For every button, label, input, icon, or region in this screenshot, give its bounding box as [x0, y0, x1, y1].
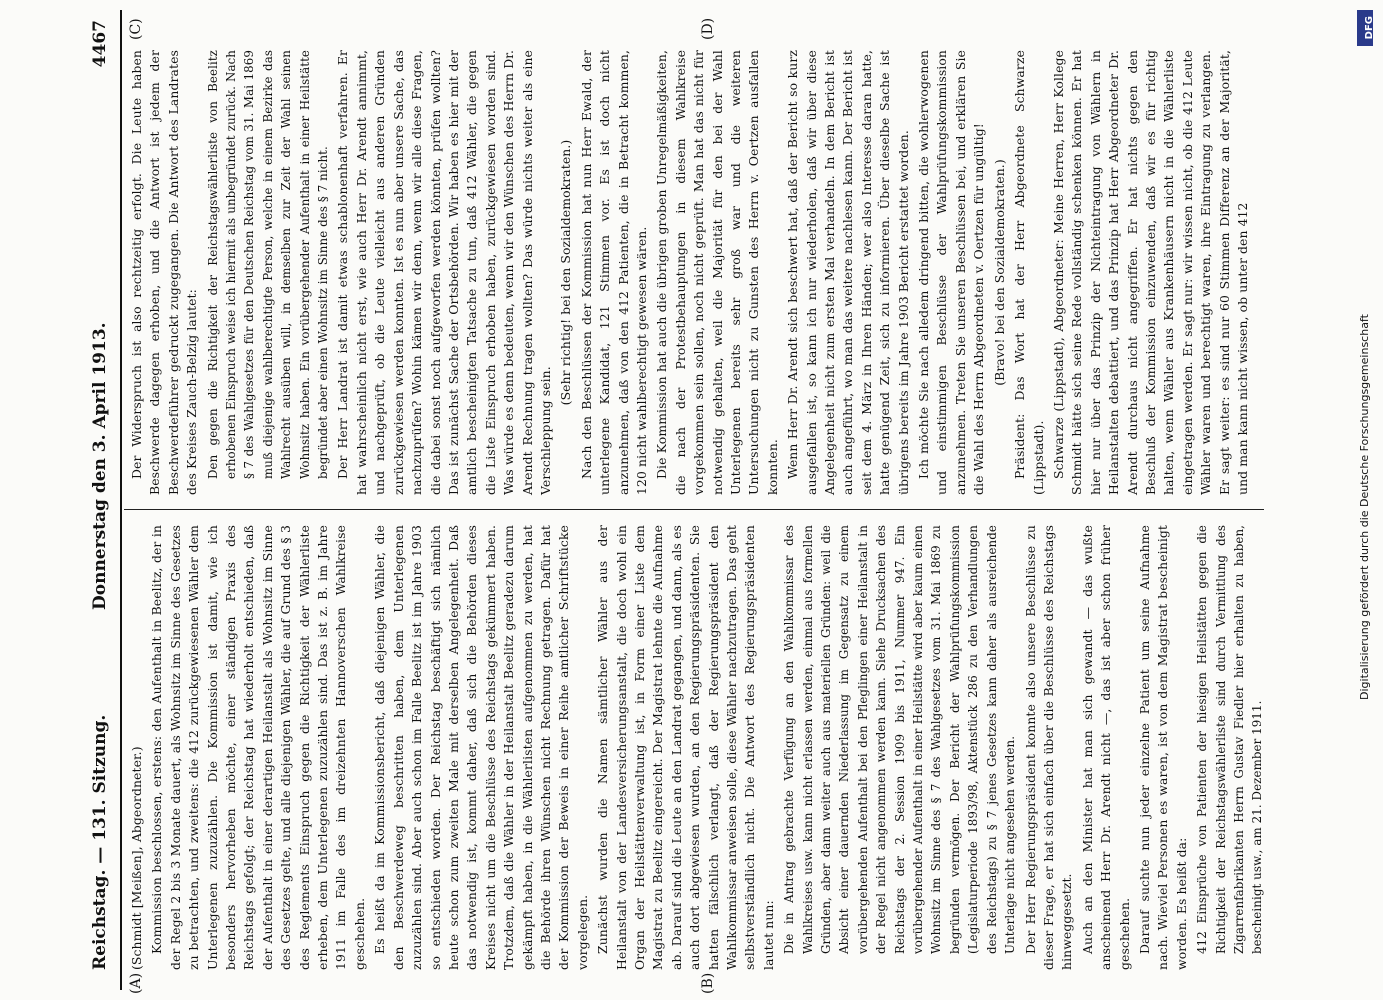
paragraph: Schwarze (Lippstadt), Abgeordneter: Meine Herren, Herr Kollege Schmidt hätte sich seine Rede vollständig schenken können. Er hat hier nur über das Prinzip der Nichteintragung von Wählern in Heilanstalten debattiert, und das Prinzip hat Herr Abgeordneter Dr. Arendt durchaus nicht angegriffen. Er hat nichts gegen den Beschluß der Kommission einzuwenden, daß wir es für richtig halten, wenn Wähler aus Krankenhäusern nicht in die Wählerliste eingetragen werden. Er sagt nur: wir wissen nicht, ob die 412 Leute Wähler waren und berechtigt waren, ihre Eintragung zu verlangen. Er sagt weiter: es sind nur 60 Stimmen Differenz an der Majorität, und man kann nicht wissen, ob unter den 412: [1050, 50, 1250, 495]
digitization-credit: Digitalisierung gefördert durch die Deutsche Forschungsgemeinschaft: [1358, 314, 1371, 700]
margin-marker-a: (A): [128, 972, 144, 994]
dfg-logo: [1357, 10, 1373, 46]
interjection: (Sehr richtig! bei den Sozialdemokraten.): [558, 139, 574, 406]
paragraph: Der Widerspruch ist also rechtzeitig erfolgt. Die Leute haben Beschwerde dagegen erhoben, und die Antwort ist jedem der Beschwerdeführer gedruckt zugegangen. Die Antwort des Landrates des Kreises Zauch-Belzig lautet:: [129, 50, 200, 495]
margin-marker-c: (C): [128, 18, 144, 40]
rotated-newspaper-page: [80, 0, 1380, 1000]
header-date: Donnerstag den 3. April 1913.: [90, 322, 110, 610]
paragraph: Auch an den Minister hat man sich gewandt — das wußte anscheinend Herr Dr. Arendt nicht —, das ist aber schon früher geschehen.: [1079, 525, 1132, 970]
header-rule: [120, 10, 122, 990]
paragraph: Darauf suchte nun jeder einzelne Patient um seine Aufnahme nach. Wieviel Personen es waren, ist von dem Magistrat bescheinigt worden. Es heißt da:: [1136, 525, 1189, 970]
quoted-paragraph: Die in Antrag gebrachte Verfügung an den Wahlkommissar des Wahlkreises usw. kann nicht erlassen werden, einmal aus formellen Gründen, aber dann weiter auch aus materiellen Gründen: weil die Absicht einer dauernden Niederlassung im Gegensatz zu einem vorübergehenden Aufenthalt bei den Pfleglingen einer Heilanstalt in der Regel nicht angenommen werden kann. Siehe Drucksachen des Reichstags der 2. Session 1909 bis 1911, Nummer 947. Ein vorübergehender Aufenthalt in einer Heilstätte wird aber kaum einen Wohnsitz im Sinne des § 7 des Wahlgesetzes vom 31. Mai 1869 zu begründen vermögen. Der Bericht der Wahlprüfungskommission (Legislaturperiode 1893/98, Aktenstück 286 zu den Verhandlungen des Reichstags) zu § 7 jenes Gesetzes kann daher als ausreichende Unterlage nicht angesehen werden.: [782, 525, 1018, 954]
margin-marker-d: (D): [700, 17, 716, 40]
page-number: 4467: [90, 20, 110, 68]
paragraph: Wenn Herr Dr. Arendt sich beschwert hat, daß der Bericht so kurz ausgefallen ist, so kann ich nur wiederholen, daß wir über diese Angelegenheit nicht zum ersten Mal verhandeln. In dem Bericht ist auch angeführt, wo man das weitere nachlesen kann. Der Bericht ist seit dem 4. März in Ihren Händen; wer also Interesse daran hatte, hatte genügend Zeit, sich zu informieren. Über dieselbe Sache ist übrigens bereits im Jahre 1903 Bericht erstattet worden.: [785, 50, 911, 495]
quoted-paragraph: Den gegen die Richtigkeit der Reichstagswählerliste von Beelitz erhobenen Einspruch weise ich hiermit als unbegründet zurück. Nach § 7 des Wahlgesetzes für den Deutschen Reichstag vom 31. Mai 1869 muß diejenige wahlberechtigte Person, welche in einem Bezirke das Wahlrecht ausüben will, in demselben zur Zeit der Wahl seinen Wohnsitz haben. Ein vorübergehender Aufenthalt in einer Heilstätte begründet aber einen Wohnsitz im Sinne des § 7 nicht.: [205, 50, 331, 479]
dfg-logo-text: DFG: [1364, 16, 1375, 40]
paragraph: Nach den Beschlüssen der Kommission hat nun Herr Ewald, der unterlegene Kandidat, 121 Stimmen vor. Es ist doch nicht anzunehmen, daß von den 412 Patienten, die in Betracht kommen, 120 nicht wahlberechtigt gewesen wären.: [578, 50, 649, 495]
paragraph: Der Herr Landrat ist damit etwas schablonenhaft verfahren. Er hat wahrscheinlich nicht erst, wie auch Herr Dr. Arendt annimmt, und nachgeprüft, ob die Leute vielleicht aus anderen Gründen zurückgewiesen werden konnten. Ist es nun aber unsere Sache, das nachzuprüfen? Wohin kämen wir denn, wenn wir alle diese Fragen, die dabei sonst noch aufgeworfen werden könnten, prüfen wollten? Das ist zunächst Sache der Ortsbehörden. Wir haben es hier mit der amtlich bescheinigten Tatsache zu tun, daß 412 Wähler, die gegen die Liste Einspruch erhoben haben, zurückgewiesen worden sind. Was würde es denn bedeuten, wenn wir den Wünschen des Herrn Dr. Arendt Rechnung tragen wollten? Das würde nichts weiter als eine Verschleppung sein.: [335, 50, 553, 495]
page-header: [84, 20, 124, 970]
paragraph: Die Kommission hat auch die übrigen groben Unregelmäßigkeiten, die nach der Protestbehauptungen in diesem Wahlkreise vorgekommen sein sollen, noch nicht geprüft. Man hat das nicht für notwendig gehalten, weil die Majorität für den bei der Wahl Unterlegenen bereits sehr groß war und die weiteren Untersuchungen nicht zu Gunsten des Herrn v. Oertzen ausfallen konnten.: [654, 50, 780, 495]
quoted-paragraph: 412 Einsprüche von Patienten der hiesigen Heilstätten gegen die Richtigkeit der Reichstagswählerliste sind durch Vermittlung des Zigarrenfabrikanten Herrn Gustav Fiedler hier erhalten zu haben, bescheinigt usw., am 21. Dezember 1911.: [1195, 525, 1265, 954]
paragraph: Der Herr Regierungspräsident konnte also unsere Beschlüsse zu dieser Frage, er hat sich einfach über die Beschlüsse des Reichstags hinweggesetzt.: [1022, 525, 1075, 970]
header-session-title: Reichstag. — 131. Sitzung.: [90, 714, 110, 970]
dfg-sidebar: [1349, 6, 1379, 996]
paragraph: Ich möchte Sie nach alledem dringend bitten, die wohlerwogenen und einstimmigen Beschlüsse der Wahlprüfungskommission anzunehmen. Treten Sie unseren Beschlüssen bei, und erklären Sie die Wahl des Herrn Abgeordneten v. Oertzen für ungültig!: [916, 50, 987, 495]
left-column: [128, 525, 1265, 970]
interjection: (Bravo! bei den Sozialdemokraten.): [991, 159, 1007, 386]
paragraph: Kommission beschlossen, erstens: den Aufenthalt in Beelitz, der in der Regel 2 bis 3 Monate dauert, als Wohnsitz im Sinne des Gesetzes zu betrachten, und zweitens: die 412 zurückgewiesenen Wähler dem Unterlegenen zuzuzählen. Die Kommission ist damit, wie ich besonders hervorheben möchte, einer ständigen Praxis des Reichstags gefolgt; der Reichstag hat wiederholt entschieden, daß der Aufenthalt in einer derartigen Heilanstalt als Wohnsitz im Sinne des Gesetzes gelte, und alle diejenigen Wähler, die auf Grund des § 3 des Reglements Einspruch gegen die Richtigkeit der Wählerliste erheben, dem Unterlegenen zuzuzählen sind. Das ist z. B. im Jahre 1911 im Falle des im dreizehnten Hannoverschen Wahlkreise geschehen.: [149, 525, 367, 970]
paragraph: Zunächst wurden die Namen sämtlicher Wähler aus der Heilanstalt von der Landesversicherungsanstalt, die doch wohl ein Organ der Heilstättenverwaltung ist, in Form einer Liste dem Magistrat zu Beelitz eingereicht. Der Magistrat lehnte die Aufnahme ab. Darauf sind die Leute an den Landrat gegangen, und dann, als es auch dort abgewiesen wurden, an den Regierungspräsidenten. Sie hatten fälschlich verlangt, daß der Regierungspräsident den Wahlkommissar anweisen solle, diese Wähler nachzutragen. Das geht selbstverständlich nicht. Die Antwort des Regierungspräsidenten lautet nun:: [595, 525, 776, 970]
paragraph: Es heißt da im Kommissionsbericht, daß diejenigen Wähler, die den Beschwerdeweg beschritten haben, dem Unterlegenen zuzuzählen sind. Aber auch schon im Falle Beelitz ist im Jahre 1903 so entschieden worden. Der Reichstag beschäftigt sich nämlich heute schon zum zweiten Male mit derselben Angelegenheit. Daß das notwendig ist, kommt daher, daß sich die Behörden dieses Kreises nicht um die Beschlüsse des Reichstags gekümmert haben. Trotzdem, daß die Wähler in der Heilanstalt Beelitz geradezu darum gekämpft haben, in die Wählerlisten aufgenommen zu werden, hat die Behörde ihren Wünschen nicht Rechnung getragen. Dafür hat der Kommission der Beweis in einer Reihe amtlicher Schriftstücke vorgelegen.: [372, 525, 590, 970]
column-divider: [124, 509, 1264, 510]
speaker-attribution: (Schmidt [Meißen], Abgeordneter.): [129, 746, 144, 970]
margin-marker-b: (B): [700, 972, 716, 994]
paragraph: Präsident: Das Wort hat der Herr Abgeordnete Schwarze (Lippstadt).: [1012, 50, 1046, 495]
right-column: [128, 50, 1258, 495]
